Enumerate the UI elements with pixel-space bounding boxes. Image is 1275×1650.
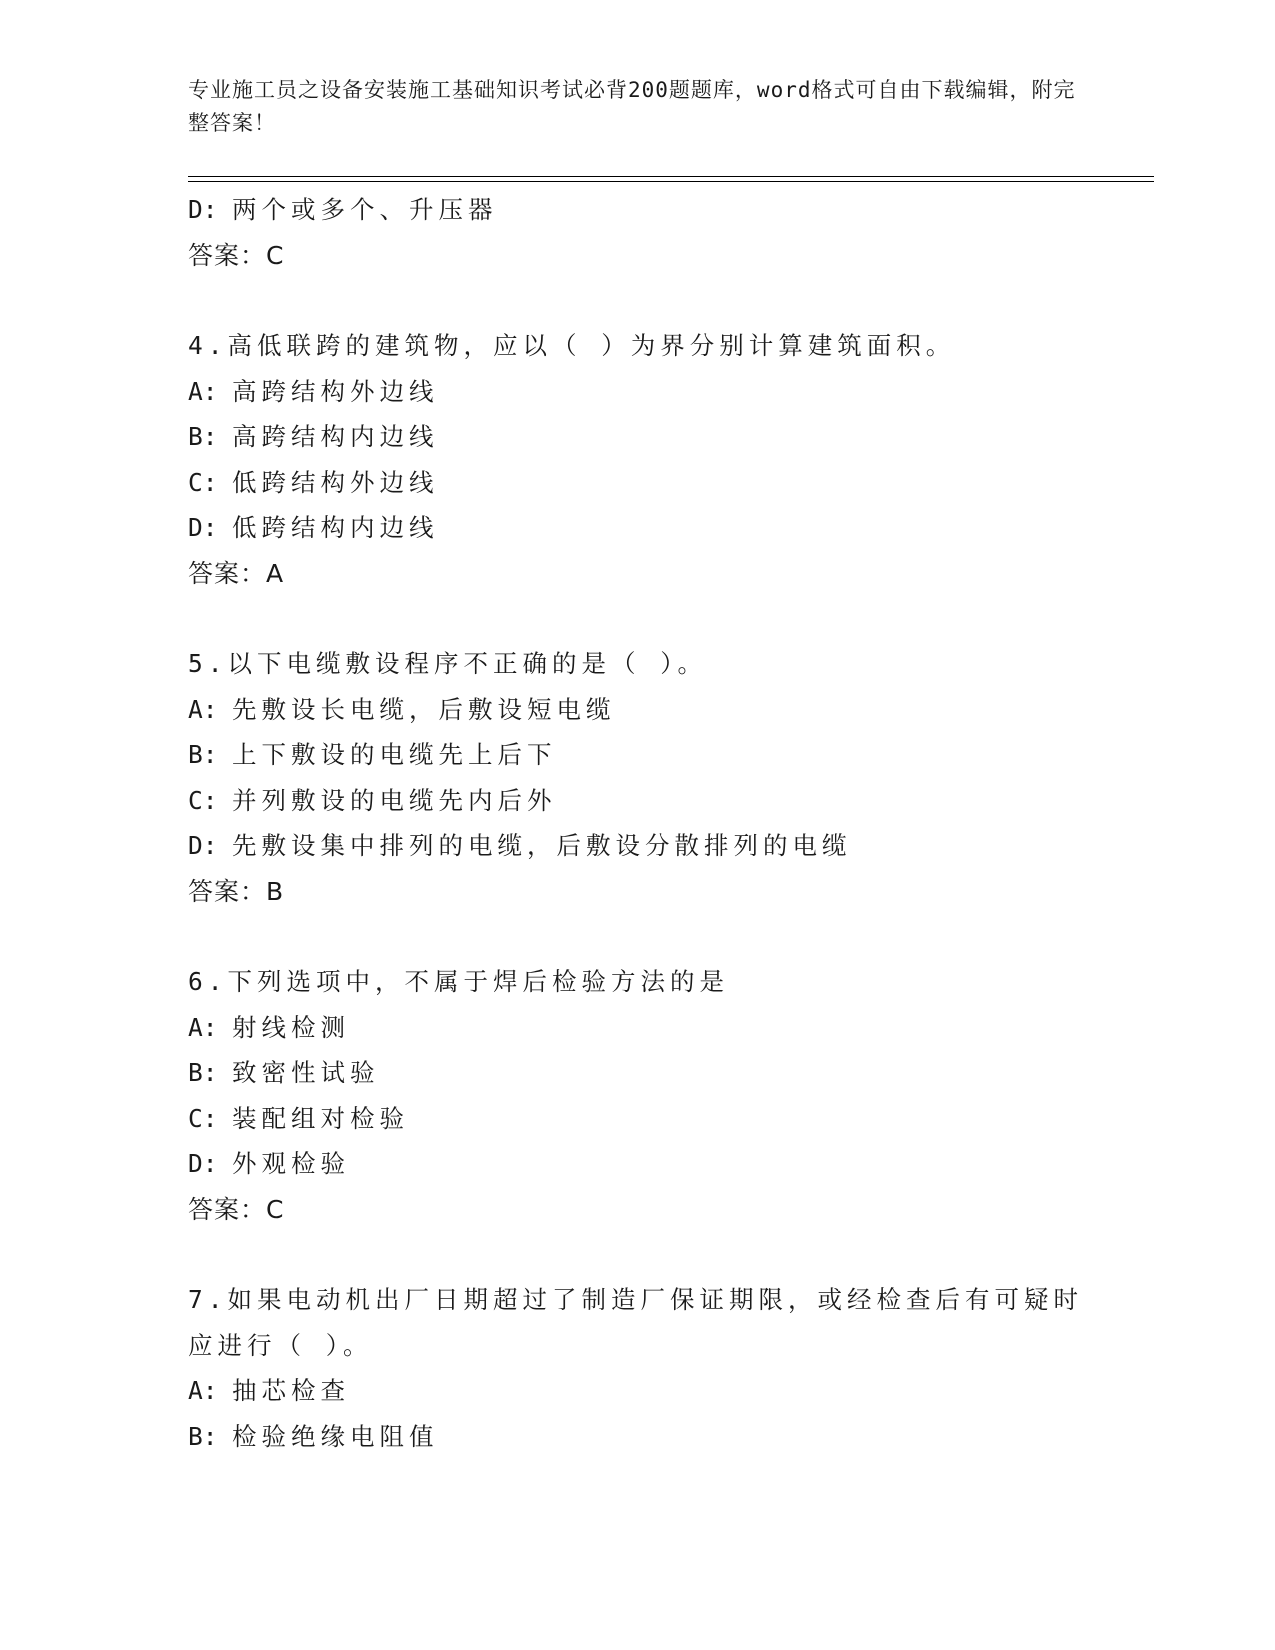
option-key: A: <box>188 694 218 724</box>
header-divider-top <box>188 176 1154 177</box>
option-b <box>188 1050 1148 1096</box>
option-d <box>188 505 1148 551</box>
option-text: 先敷设集中排列的电缆，后敷设分散排列的电缆 <box>232 831 852 860</box>
option-text: 装配组对检验 <box>232 1103 409 1133</box>
question-stem: 4.高低联跨的建筑物，应以（ ）为界分别计算建筑面积。 <box>188 331 956 360</box>
option-text: 致密性试验 <box>232 1058 380 1087</box>
option-text: 并列敷设的电缆先内后外 <box>232 785 557 815</box>
answer-line: 答案：A <box>188 558 285 588</box>
option-key: C: <box>188 785 218 815</box>
option-text: 高跨结构内边线 <box>232 422 439 451</box>
option-a <box>188 687 1148 733</box>
option-text: 射线检测 <box>232 1012 350 1042</box>
option-text: 检验绝缘电阻值 <box>232 1421 439 1451</box>
question-stem-line-1: 7.如果电动机出厂日期超过了制造厂保证期限，或经检查后有可疑时 <box>188 1285 1083 1314</box>
option-key: B: <box>188 1058 218 1087</box>
option-key: B: <box>188 740 218 769</box>
option-key: A: <box>188 1012 218 1042</box>
option-text: 低跨结构外边线 <box>232 467 439 497</box>
option-key: B: <box>188 422 218 451</box>
option-text: 高跨结构外边线 <box>232 376 439 406</box>
option-a <box>188 1005 1148 1051</box>
answer-line: 答案：B <box>188 876 285 906</box>
question-7 <box>188 1277 1148 1459</box>
option-text: 两个或多个、升压器 <box>232 195 498 224</box>
option-text: 先敷设长电缆，后敷设短电缆 <box>232 694 616 724</box>
option-key: D: <box>188 831 218 860</box>
option-c <box>188 460 1148 506</box>
option-a <box>188 369 1148 415</box>
option-text: 低跨结构内边线 <box>232 513 439 542</box>
option-b <box>188 1414 1148 1460</box>
option-c <box>188 1096 1148 1142</box>
answer-line: 答案：C <box>188 1194 285 1224</box>
option-key: D: <box>188 195 218 224</box>
header-divider-bottom <box>188 181 1154 182</box>
question-stem: 5.以下电缆敷设程序不正确的是（ ）。 <box>188 649 707 678</box>
question-3-tail <box>188 187 1148 278</box>
option-d <box>188 1141 1148 1187</box>
answer-line: 答案：C <box>188 240 285 270</box>
option-b <box>188 414 1148 460</box>
option-key: C: <box>188 1103 218 1133</box>
option-key: B: <box>188 1421 218 1451</box>
option-d <box>188 823 1148 869</box>
option-key: D: <box>188 1149 218 1178</box>
option-d <box>188 187 1148 233</box>
option-text: 抽芯检查 <box>232 1376 350 1405</box>
question-stem: 6.下列选项中，不属于焊后检验方法的是 <box>188 967 729 996</box>
question-4 <box>188 323 1148 596</box>
option-key: D: <box>188 513 218 542</box>
option-c <box>188 778 1148 824</box>
option-a <box>188 1368 1148 1414</box>
question-6 <box>188 959 1148 1232</box>
option-key: C: <box>188 467 218 497</box>
document-header: 专业施工员之设备安装施工基础知识考试必背200题题库，word格式可自由下载编辑，附完整答案！ <box>188 78 1076 135</box>
option-key: A: <box>188 1376 218 1405</box>
question-stem-line-2: 应进行（ ）。 <box>188 1330 373 1360</box>
option-b <box>188 732 1148 778</box>
document-body <box>188 187 1148 1459</box>
option-key: A: <box>188 376 218 406</box>
question-5 <box>188 641 1148 914</box>
option-text: 上下敷设的电缆先上后下 <box>232 740 557 769</box>
option-text: 外观检验 <box>232 1149 350 1178</box>
